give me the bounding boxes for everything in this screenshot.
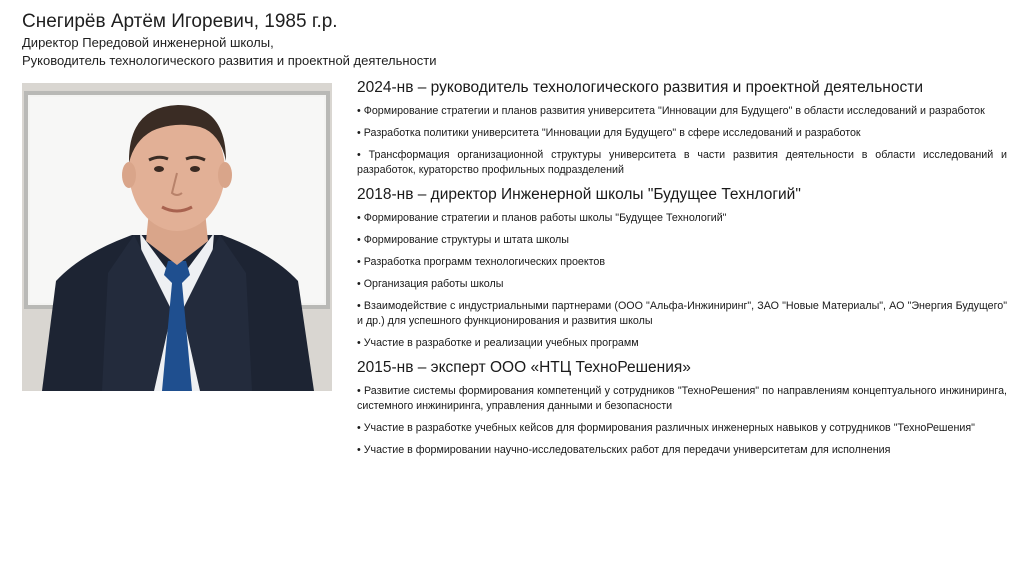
section-bullets-2015 [357, 384, 1007, 458]
list-item [357, 443, 1007, 458]
list-item [357, 421, 1007, 436]
section-bullets-2018 [357, 211, 1007, 351]
bullet-text: Развитие системы формирования компетенций у сотрудников "ТехноРешения" по направлениям концептуального инжиниринга, системного инжиниринга, управления данными и безопасности [357, 385, 1007, 412]
bullet-text: Участие в разработке и реализации учебных программ [363, 337, 639, 349]
bullet-icon: • [357, 234, 361, 246]
section-heading-2018: 2018-нв – директор Инженерной школы "Будущее Технлогий" [357, 186, 801, 203]
bullet-icon: • [357, 105, 361, 117]
list-item [357, 148, 1007, 178]
list-item [357, 336, 1007, 351]
bullet-text: Формирование структуры и штата школы [363, 234, 569, 246]
section-bullets-2024 [357, 104, 1007, 178]
list-item [357, 255, 1007, 270]
position-line-2: Руководитель технологического развития и проектной деятельности [22, 53, 437, 68]
bullet-icon: • [357, 337, 361, 349]
bullet-text: Разработка программ технологических проектов [363, 256, 606, 268]
bullet-icon: • [357, 256, 361, 268]
bullet-icon: • [357, 385, 361, 397]
list-item [357, 126, 1007, 141]
person-name-title: Снегирёв Артём Игоревич, 1985 г.р. [22, 11, 338, 32]
bullet-text: Организация работы школы [363, 278, 504, 290]
section-heading-2024: 2024-нв – руководитель технологического развития и проектной деятельности [357, 79, 923, 96]
list-item [357, 233, 1007, 248]
career-content [357, 78, 1007, 465]
position-line-1: Директор Передовой инженерной школы, [22, 35, 274, 50]
bullet-text: Формирование стратегии и планов работы школы "Будущее Технологий" [363, 212, 727, 224]
bullet-icon: • [357, 422, 361, 434]
portrait-illustration [22, 83, 332, 391]
bullet-text: Участие в разработке учебных кейсов для формирования различных инженерных навыков у сотрудников "ТехноРешения" [363, 422, 975, 434]
list-item [357, 211, 1007, 226]
bullet-icon: • [357, 278, 361, 290]
bullet-text: Трансформация организационной структуры университета в части развития деятельности в области исследований и разработок, кураторство профильных подразделений [357, 149, 1007, 176]
bullet-text: Участие в формировании научно-исследовательских работ для передачи университетам для исполнения [363, 444, 891, 456]
bullet-text: Разработка политики университета "Инновации для Будущего" в сфере исследований и разработок [363, 127, 861, 139]
bullet-icon: • [357, 212, 361, 224]
list-item [357, 277, 1007, 292]
bullet-icon: • [357, 300, 361, 312]
list-item [357, 299, 1007, 329]
bullet-text: Взаимодействие с индустриальными партнерами (ООО "Альфа-Инжиниринг", ЗАО "Новые Материалы", АО "Энергия Будущего" и др.) для успешного функционирования и развития школы [357, 300, 1007, 327]
list-item [357, 384, 1007, 414]
list-item [357, 104, 1007, 119]
slide-header [22, 10, 437, 70]
bullet-icon: • [357, 127, 361, 139]
bullet-text: Формирование стратегии и планов развития университета "Инновации для Будущего" в области исследований и разработок [363, 105, 985, 117]
bullet-icon: • [357, 444, 361, 456]
portrait-photo [22, 83, 332, 391]
bullet-icon: • [357, 149, 361, 161]
section-heading-2015: 2015-нв – эксперт ООО «НТЦ ТехноРешения» [357, 359, 691, 376]
